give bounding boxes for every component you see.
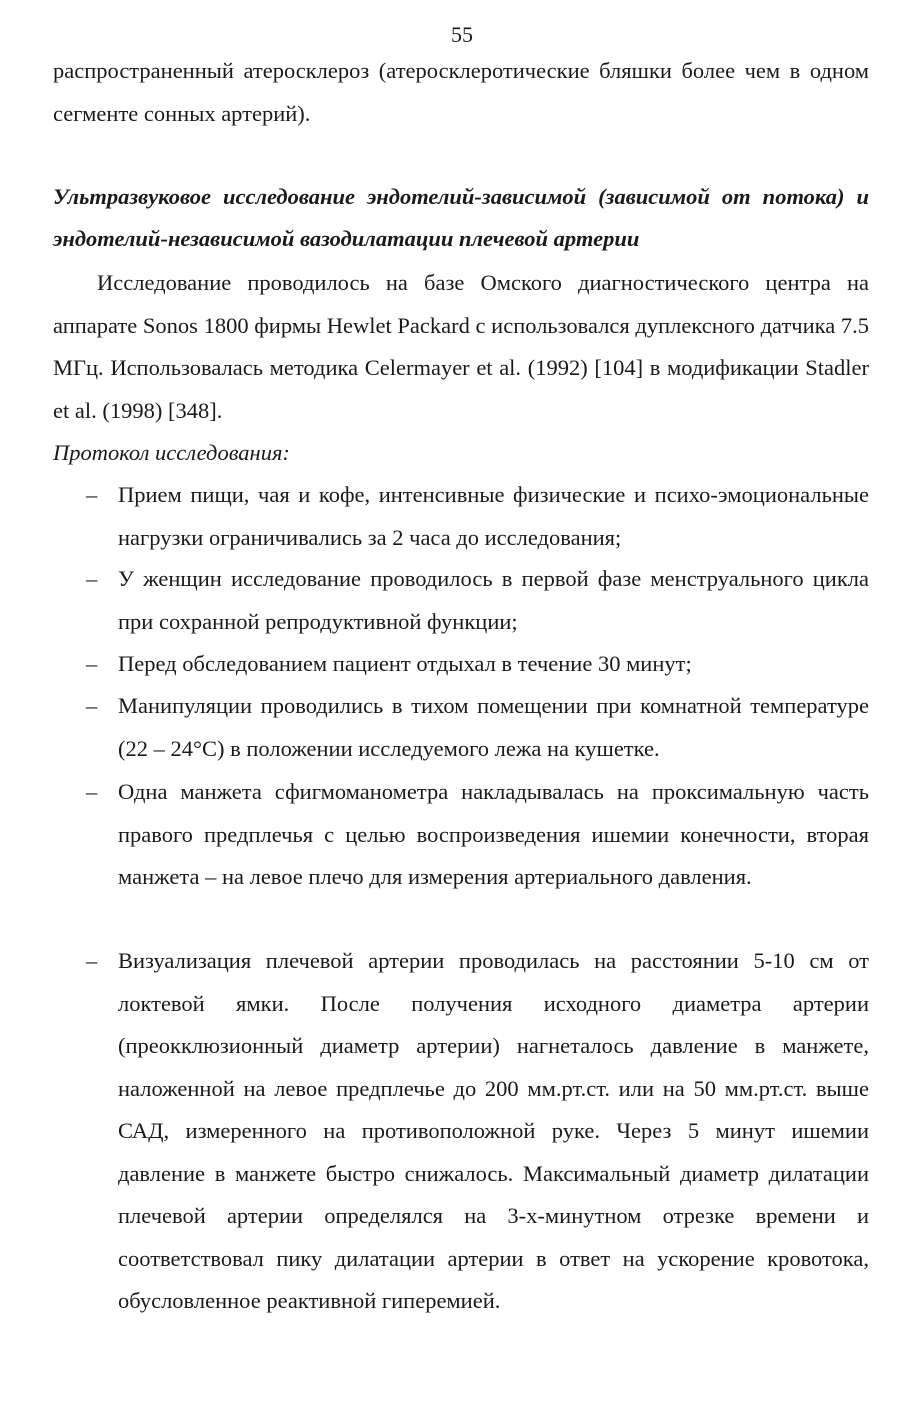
method-paragraph: Исследование проводилось на базе Омского диагностического центра на аппарате Sonos 1800 фирмы Hewlet Packard с использовался дуплексного датчика 7.5 МГц. Использовалась методика Celermayer et al. (1992) [104] в модификации Stadler et al. (1998) [348]. [53, 270, 869, 423]
page-number: 55 [451, 22, 473, 47]
intro-paragraph: распространенный атеросклероз (атеросклеротические бляшки более чем в одном сегменте сонных артерий). [53, 58, 869, 126]
protocol-label: Протокол исследования: [53, 440, 290, 465]
bullet-dash: – [86, 651, 98, 676]
bullet-dash: – [86, 779, 98, 804]
list-item-text: Манипуляции проводились в тихом помещении при комнатной температуре (22 – 24°С) в положении исследуемого лежа на кушетке. [118, 693, 869, 761]
bullet-dash: – [86, 566, 98, 591]
list-item-text: Одна манжета сфигмоманометра накладывалась на проксимальную часть правого предплечья с целью воспроизведения ишемии конечности, вторая манжета – на левое плечо для измерения артериального давления. [118, 779, 869, 889]
list-item-text: У женщин исследование проводилось в первой фазе менструального цикла при сохранной репродуктивной функции; [118, 566, 869, 634]
bullet-dash: – [86, 693, 98, 718]
bullet-dash: – [86, 482, 98, 507]
section-heading: Ультразвуковое исследование эндотелий-зависимой (зависимой от потока) и эндотелий-независимой вазодилатации плечевой артерии [53, 184, 869, 251]
list-item-text: Перед обследованием пациент отдыхал в течение 30 минут; [118, 651, 692, 676]
list-item-text: Визуализация плечевой артерии проводилась на расстоянии 5-10 см от локтевой ямки. После получения исходного диаметра артерии (преокклюзионный диаметр артерии) нагнеталось давление в манжете, наложенной на левое предплечье до 200 мм.рт.ст. или на 50 мм.рт.ст. выше САД, измеренного на противоположной руке. Через 5 минут ишемии давление в манжете быстро снижалось. Максимальный диаметр дилатации плечевой артерии определялся на 3-х-минутном отрезке времени и соответствовал пику дилатации артерии в ответ на ускорение кровотока, обусловленное реактивной гиперемией. [118, 948, 869, 1313]
list-item-text: Прием пищи, чая и кофе, интенсивные физические и психо-эмоциональные нагрузки ограничивались за 2 часа до исследования; [118, 482, 869, 550]
bullet-dash: – [86, 948, 98, 973]
